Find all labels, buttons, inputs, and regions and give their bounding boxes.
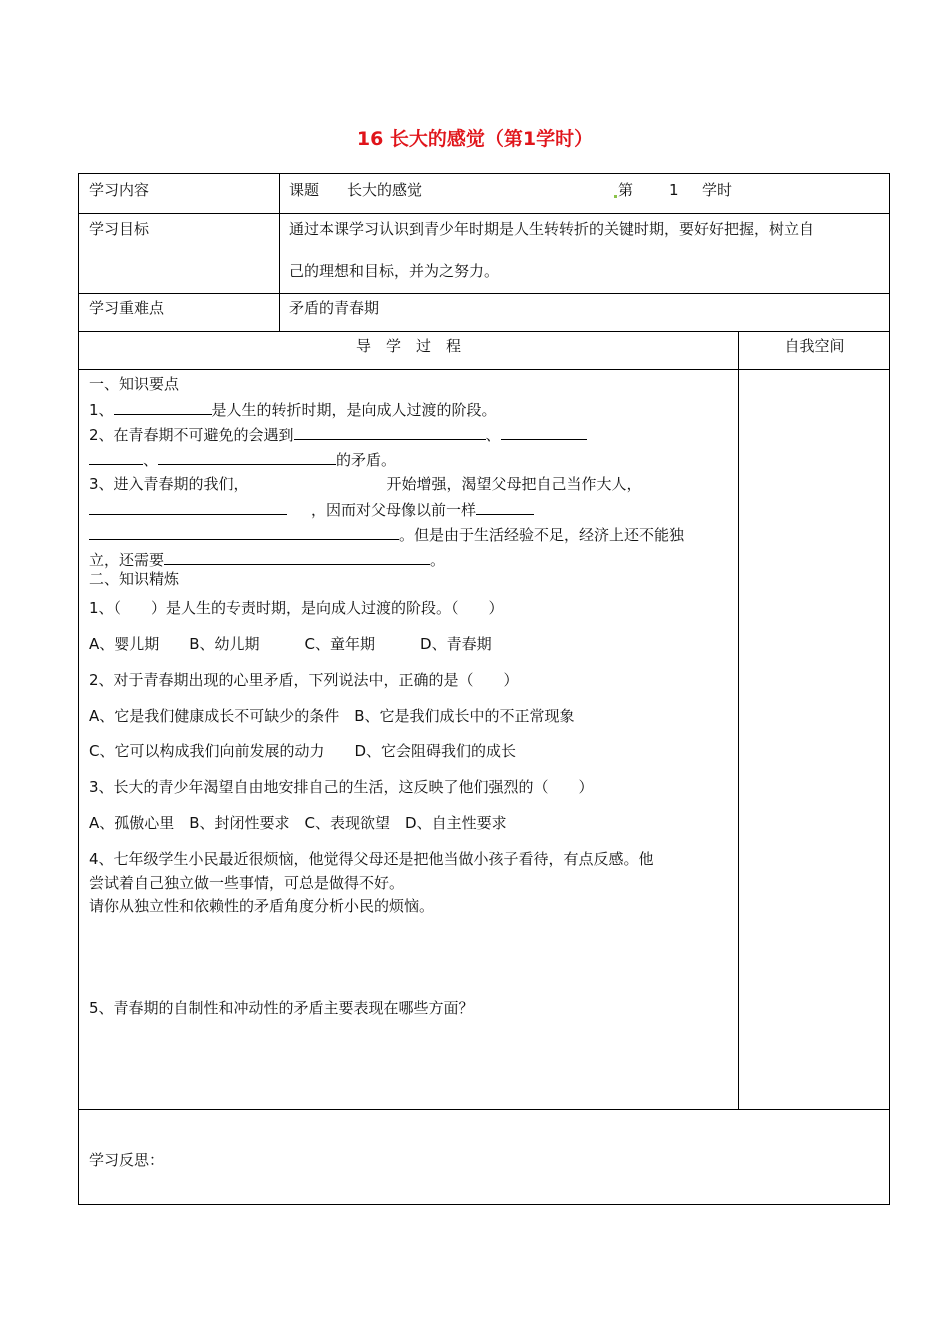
lesson-di: 第 xyxy=(618,181,634,199)
goal-line-2: 己的理想和目标，并为之努力。 xyxy=(289,262,500,280)
goal-line-1: 通过本课学习认识到青少年时期是人生转转折的关键时期，要好好把握，树立自 xyxy=(289,220,815,238)
s1-question-3 xyxy=(89,474,642,494)
blank xyxy=(501,424,587,440)
blank xyxy=(89,499,287,515)
s2-question-4-line1: 4、七年级学生小民最近很烦恼，他觉得父母还是把他当做小孩子看待，有点反感。他 xyxy=(89,850,654,868)
s2-question-1-options: A、婴儿期 B、幼儿期 C、童年期 D、青春期 xyxy=(89,635,492,653)
column-divider xyxy=(738,331,739,1109)
s2-question-2: 2、对于青春期出现的心里矛盾，下列说法中，正确的是（ ） xyxy=(89,671,519,689)
blank xyxy=(476,499,534,515)
s1-question-3-line4 xyxy=(89,549,445,570)
lesson-unit: 学时 xyxy=(702,181,733,199)
page-title: 16 长大的感觉（第1学时） xyxy=(356,128,594,150)
s1-q2-end: 的矛盾。 xyxy=(336,451,397,469)
blank xyxy=(307,524,399,540)
s2-question-3: 3、长大的青少年渴望自由地安排自己的生活，这反映了他们强烈的（ ） xyxy=(89,778,594,796)
s2-question-3-options: A、孤傲心里 B、封闭性要求 C、表现欲望 D、自主性要求 xyxy=(89,814,507,832)
s1-q3-end: 。 xyxy=(430,551,446,569)
section2-heading: 二、知识精炼 xyxy=(89,570,180,588)
worksheet-table xyxy=(78,173,890,1205)
s1-q1-number: 1、 xyxy=(89,401,114,419)
s1-question-2-cont: 、 的矛盾。 xyxy=(89,449,396,470)
row-divider xyxy=(79,293,889,294)
s1-q3-d: 。但是由于生活经验不足，经济上还不能独 xyxy=(399,526,685,544)
s1-q1-text: 是人生的转折时期，是向成人过渡的阶段。 xyxy=(211,401,497,419)
s1-question-3-line3 xyxy=(89,524,684,545)
s1-question-1 xyxy=(89,399,497,420)
row-divider xyxy=(79,213,889,214)
s1-question-2 xyxy=(89,424,587,445)
blank xyxy=(89,449,143,465)
s2-question-4-line3: 请你从独立性和依赖性的矛盾角度分析小民的烦恼。 xyxy=(89,897,435,915)
s2-question-2-options-cd: C、它可以构成我们向前发展的动力 D、它会阻碍我们的成长 xyxy=(89,742,517,760)
row-divider xyxy=(79,331,889,332)
s2-question-5: 5、青春期的自制性和冲动性的矛盾主要表现在哪些方面？ xyxy=(89,999,474,1017)
key-label: 学习重难点 xyxy=(89,299,165,317)
content-label: 学习内容 xyxy=(89,181,150,199)
row-divider xyxy=(79,1109,889,1110)
column-divider xyxy=(279,174,280,331)
row-divider xyxy=(79,369,889,370)
s1-q2-text: 2、在青春期不可避免的会遇到 xyxy=(89,426,294,444)
blank xyxy=(294,424,486,440)
marker-dot xyxy=(614,195,617,198)
process-header: 导 学 过 程 xyxy=(355,337,461,355)
topic-text: 长大的感觉 xyxy=(347,181,423,199)
reflection-label: 学习反思： xyxy=(89,1151,165,1169)
blank xyxy=(114,399,212,415)
s1-q3-b: 开始增强，渴望父母把自己当作大人， xyxy=(386,475,642,493)
blank xyxy=(158,449,336,465)
s2-question-4-line2: 尝试着自己独立做一些事情，可总是做得不好。 xyxy=(89,874,405,892)
s1-q2-sep: 、 xyxy=(485,426,501,444)
s1-q3-a: 3、进入青春期的我们， xyxy=(89,475,249,493)
blank xyxy=(89,524,307,540)
topic-prefix: 课题 xyxy=(289,181,320,199)
s1-question-3-line2 xyxy=(89,499,534,520)
s1-q3-e: 立，还需要 xyxy=(89,551,165,569)
blank xyxy=(164,549,430,565)
goal-label: 学习目标 xyxy=(89,220,150,238)
s2-question-1: 1、（ ）是人生的专责时期，是向成人过渡的阶段。（ ） xyxy=(89,599,504,617)
self-space-header: 自我空间 xyxy=(784,337,845,355)
s1-q3-c: ，因而对父母像以前一样 xyxy=(311,501,477,519)
key-text: 矛盾的青春期 xyxy=(289,299,380,317)
section1-heading: 一、知识要点 xyxy=(89,375,180,393)
lesson-number: 1 xyxy=(669,181,679,199)
s2-question-2-options-ab: A、它是我们健康成长不可缺少的条件 B、它是我们成长中的不正常现象 xyxy=(89,707,575,725)
